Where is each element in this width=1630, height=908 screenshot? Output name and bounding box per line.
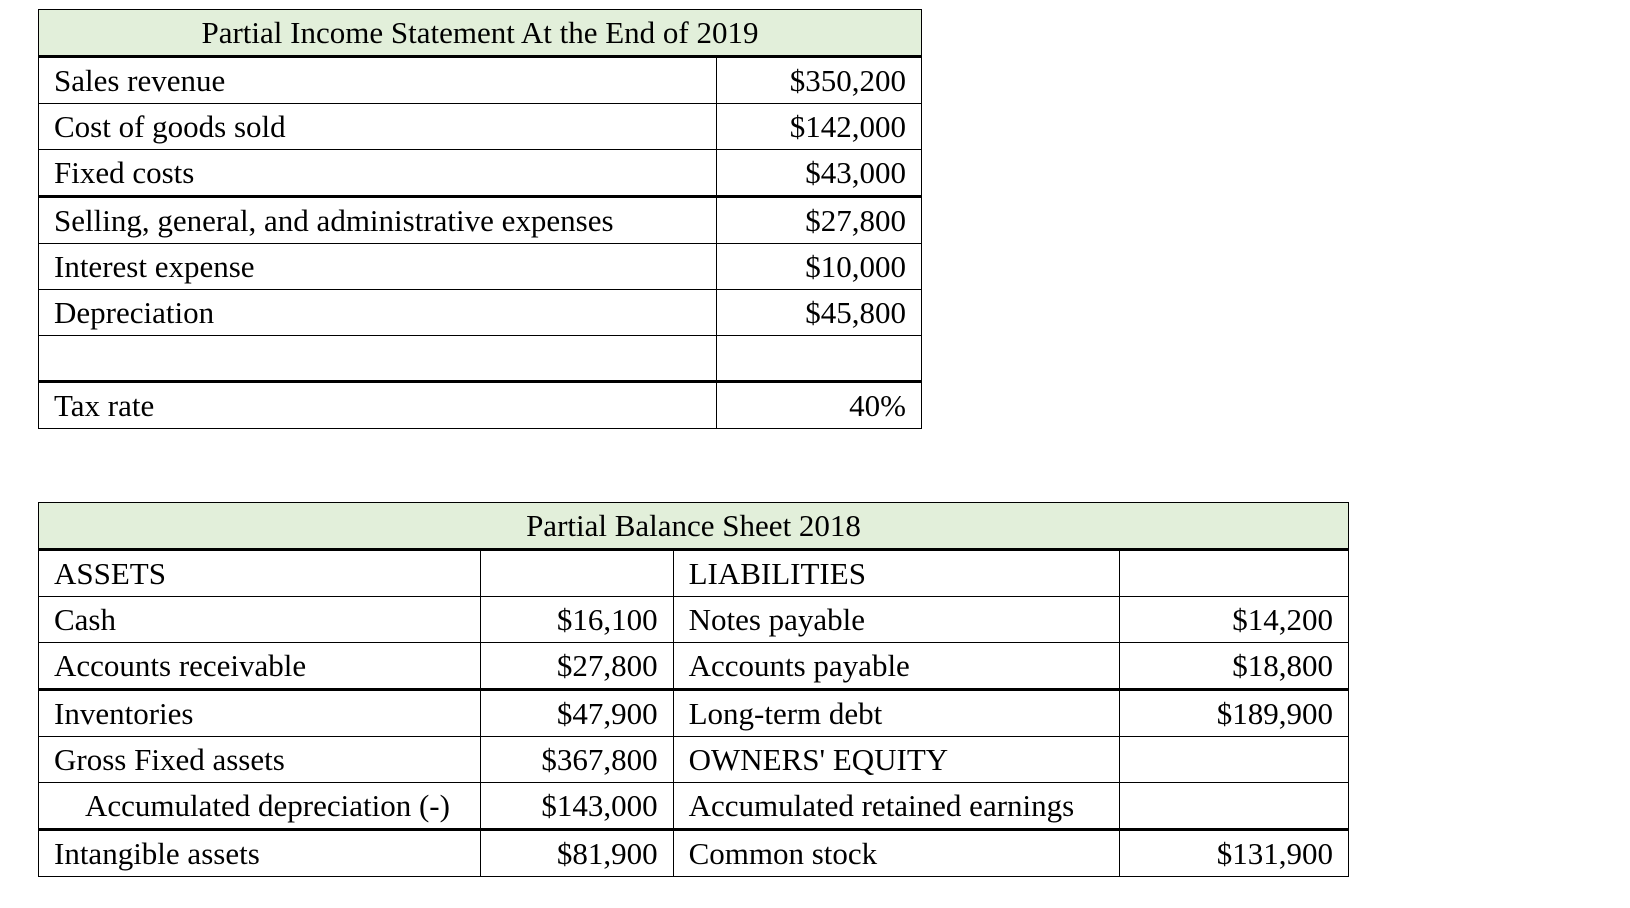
asset-label: ASSETS xyxy=(39,550,481,597)
balance-sheet-table xyxy=(38,502,1349,877)
asset-value: $81,900 xyxy=(481,830,673,877)
table-row xyxy=(39,104,922,150)
row-value: $27,800 xyxy=(716,197,921,244)
table-row xyxy=(39,783,1349,830)
row-value: $142,000 xyxy=(716,104,921,150)
asset-value: $27,800 xyxy=(481,643,673,690)
liability-label: OWNERS' EQUITY xyxy=(673,737,1119,783)
row-label: Cost of goods sold xyxy=(39,104,717,150)
liability-value: $14,200 xyxy=(1120,597,1349,643)
table-row xyxy=(39,382,922,429)
liability-value: $131,900 xyxy=(1120,830,1349,877)
liability-label: Long-term debt xyxy=(673,690,1119,737)
liability-label: Accumulated retained earnings xyxy=(673,783,1119,830)
table-row xyxy=(39,550,1349,597)
liability-label: Notes payable xyxy=(673,597,1119,643)
asset-value xyxy=(481,550,673,597)
income-statement-title: Partial Income Statement At the End of 2019 xyxy=(39,10,922,57)
liability-value xyxy=(1120,783,1349,830)
liability-value xyxy=(1120,550,1349,597)
asset-label: Accounts receivable xyxy=(39,643,481,690)
row-value: 40% xyxy=(716,382,921,429)
row-value: $43,000 xyxy=(716,150,921,197)
table-row xyxy=(39,57,922,104)
asset-label: Intangible assets xyxy=(39,830,481,877)
row-value: $45,800 xyxy=(716,290,921,336)
asset-label: Gross Fixed assets xyxy=(39,737,481,783)
liability-label: Accounts payable xyxy=(673,643,1119,690)
table-row xyxy=(39,597,1349,643)
table-row xyxy=(39,643,1349,690)
table-row xyxy=(39,150,922,197)
asset-value: $367,800 xyxy=(481,737,673,783)
liability-value xyxy=(1120,737,1349,783)
asset-value: $143,000 xyxy=(481,783,673,830)
asset-value: $16,100 xyxy=(481,597,673,643)
row-label: Fixed costs xyxy=(39,150,717,197)
row-label: Interest expense xyxy=(39,244,717,290)
row-value: $10,000 xyxy=(716,244,921,290)
liability-value: $189,900 xyxy=(1120,690,1349,737)
asset-label: Cash xyxy=(39,597,481,643)
liability-label: LIABILITIES xyxy=(673,550,1119,597)
income-statement-table xyxy=(38,9,922,429)
asset-label: Inventories xyxy=(39,690,481,737)
row-value xyxy=(716,336,921,382)
table-row xyxy=(39,290,922,336)
row-label: Tax rate xyxy=(39,382,717,429)
row-label xyxy=(39,336,717,382)
liability-label: Common stock xyxy=(673,830,1119,877)
table-row xyxy=(39,244,922,290)
balance-sheet-title: Partial Balance Sheet 2018 xyxy=(39,503,1349,550)
table-row xyxy=(39,690,1349,737)
table-row xyxy=(39,737,1349,783)
liability-value: $18,800 xyxy=(1120,643,1349,690)
table-row xyxy=(39,336,922,382)
row-label: Sales revenue xyxy=(39,57,717,104)
row-label: Selling, general, and administrative expenses xyxy=(39,197,717,244)
row-value: $350,200 xyxy=(716,57,921,104)
asset-value: $47,900 xyxy=(481,690,673,737)
row-label: Depreciation xyxy=(39,290,717,336)
table-row xyxy=(39,830,1349,877)
table-row xyxy=(39,197,922,244)
asset-label: Accumulated depreciation (-) xyxy=(39,783,481,830)
